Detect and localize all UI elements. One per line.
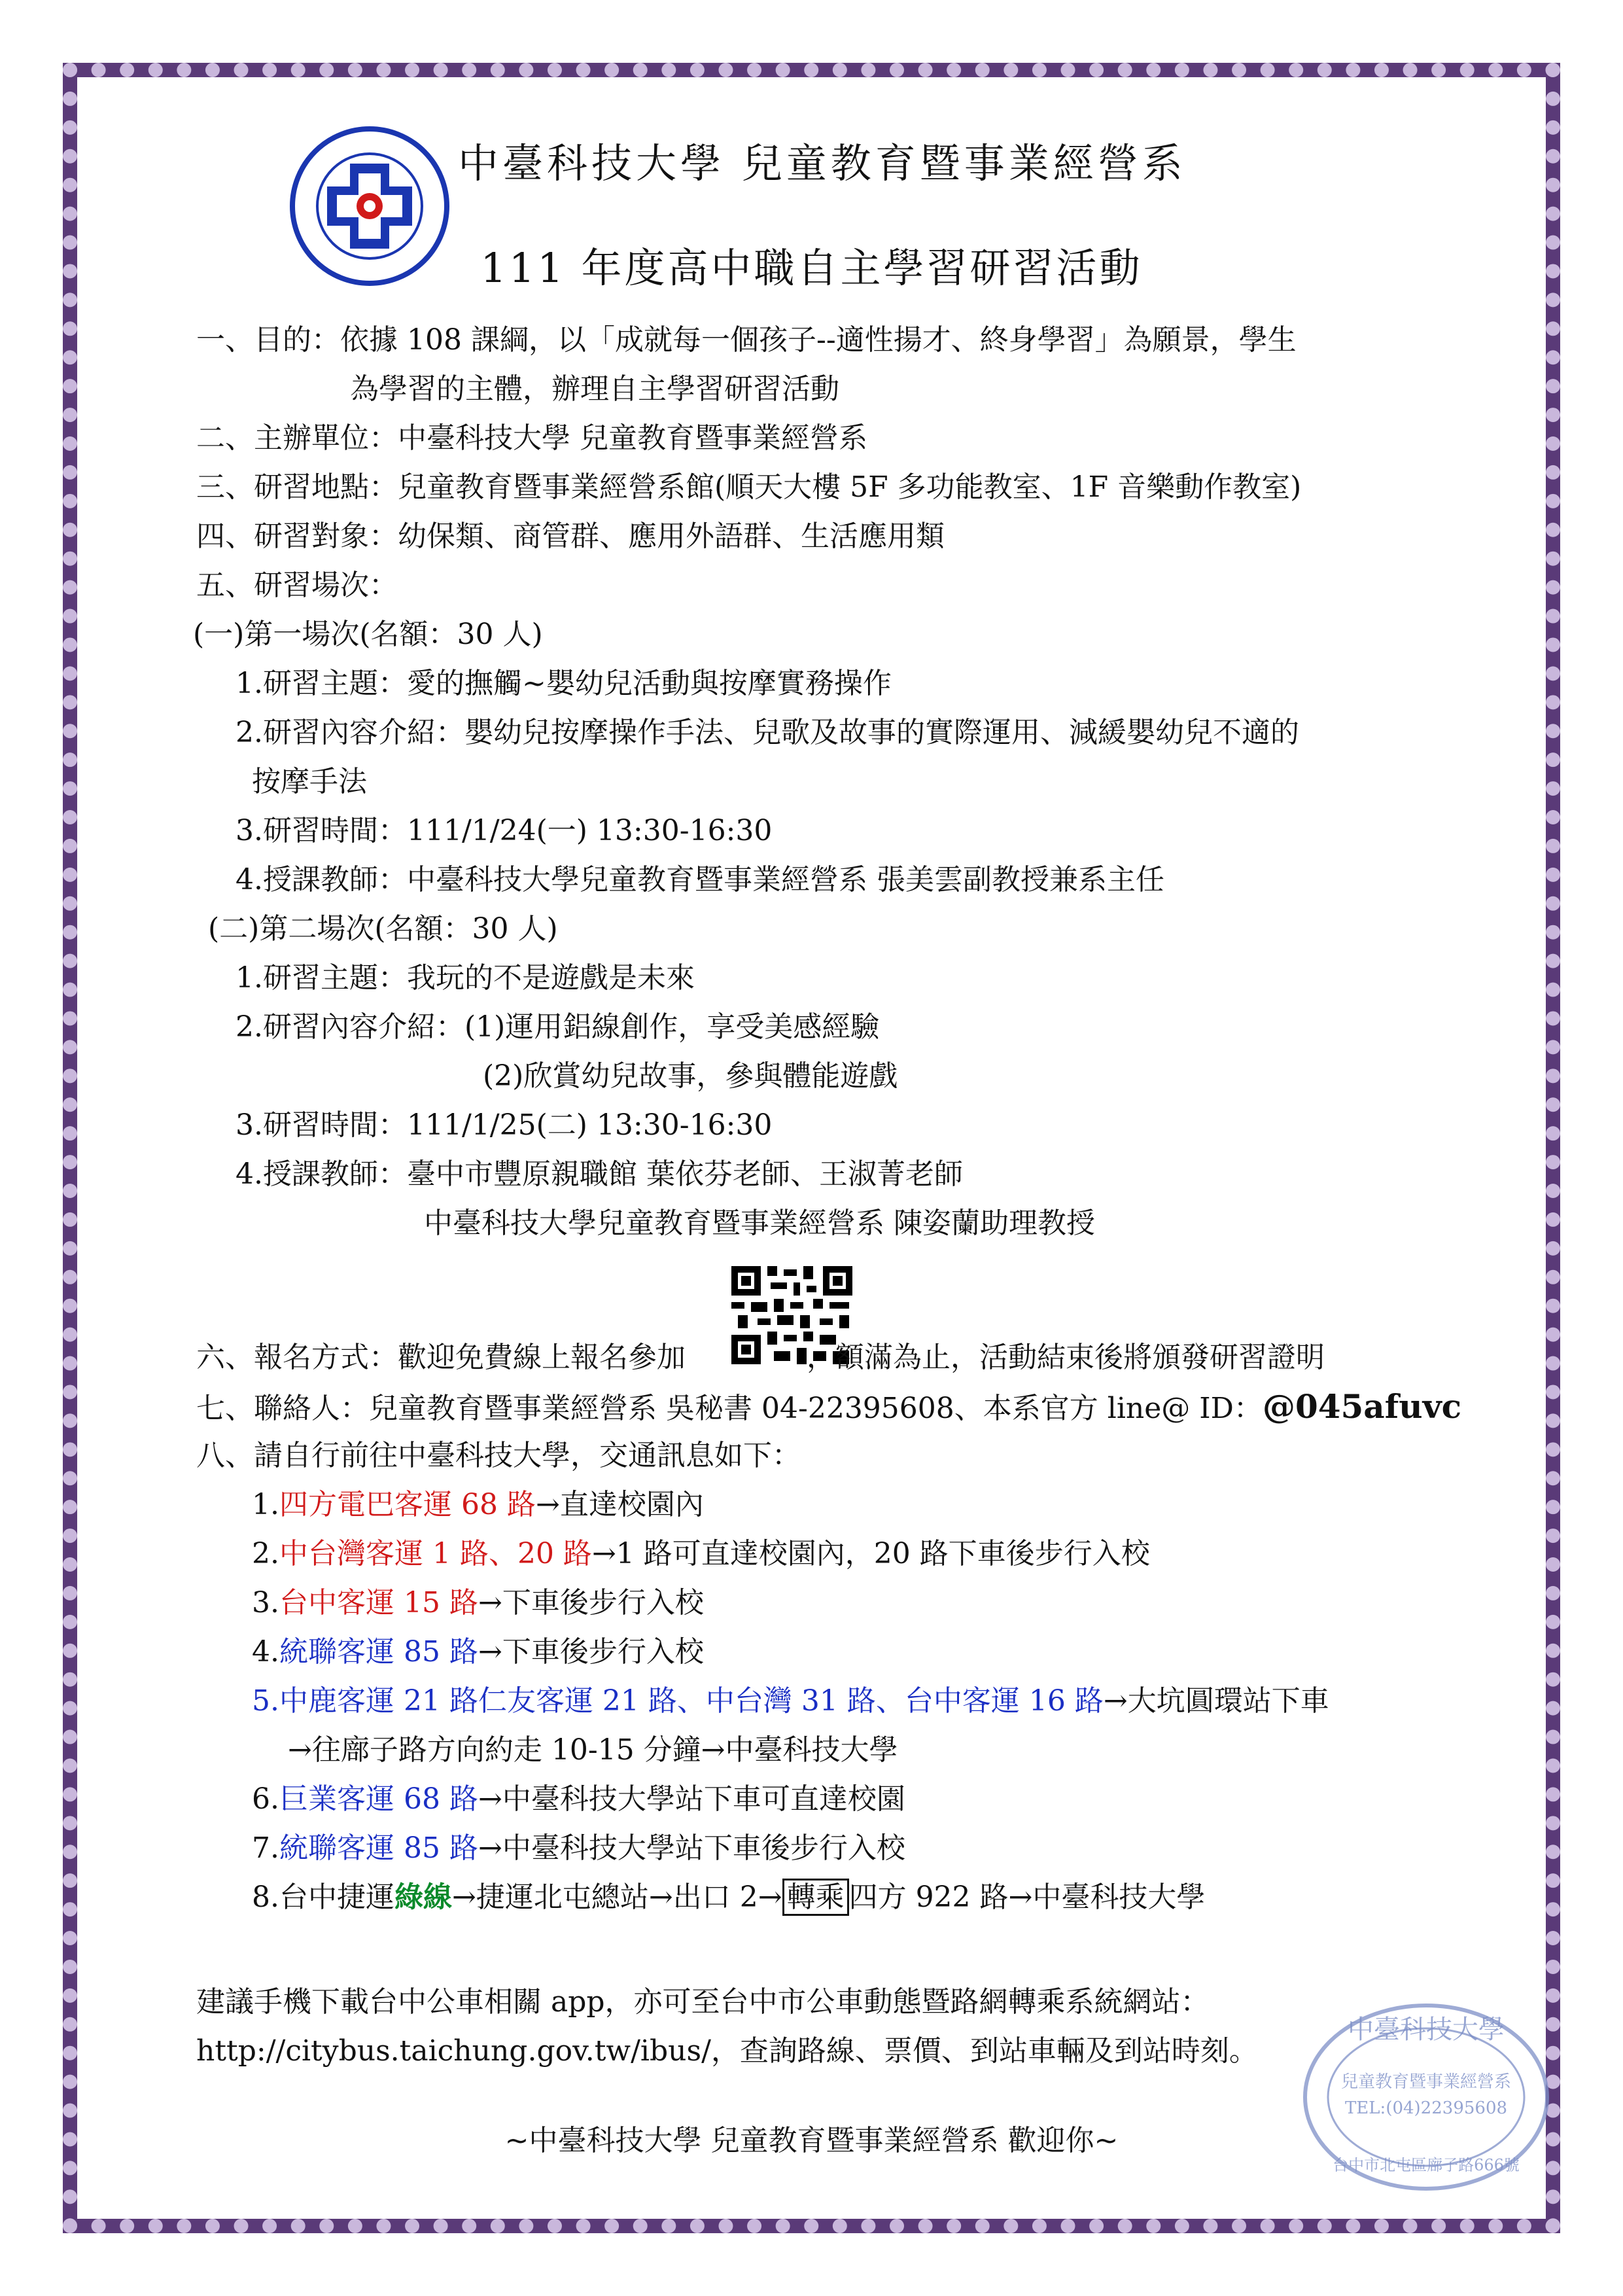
page-title: 111 年度高中職自主學習研習活動 xyxy=(480,244,1143,292)
route-7-detail: →中臺科技大學站下車後步行入校 xyxy=(478,1831,905,1865)
route-2-bus: 中台灣客運 1 路、20 路 xyxy=(279,1537,592,1570)
session2-topic: 1.研習主題：我玩的不是遊戲是未來 xyxy=(236,961,695,995)
organizer-line: 二、主辦單位：中臺科技大學 兒童教育暨事業經營系 xyxy=(196,421,867,455)
route-8-green-line: 綠線 xyxy=(394,1881,452,1914)
session1-teacher: 4.授課教師：中臺科技大學兒童教育暨事業經營系 張美雲副教授兼系主任 xyxy=(236,863,1164,896)
route-8-prefix: 8.台中捷運 xyxy=(252,1881,394,1914)
session2-heading: (二)第二場次(名額：30 人) xyxy=(208,912,558,945)
route-4-number: 4. xyxy=(252,1635,279,1669)
route-5-detail: →大坑圓環站下車 xyxy=(1103,1684,1329,1718)
route-1-detail: →直達校園內 xyxy=(535,1488,704,1521)
registration-line xyxy=(196,1338,1325,1377)
route-3-detail: →下車後步行入校 xyxy=(478,1586,704,1619)
sessions-heading: 五、研習場次： xyxy=(196,569,398,602)
registration-text-after: ，額滿為止，活動結束後將頒發研習證明 xyxy=(807,1341,1325,1374)
svg-text:中臺科技大學: 中臺科技大學 xyxy=(1348,2015,1505,2045)
session1-topic: 1.研習主題：愛的撫觸~嬰幼兒活動與按摩實務操作 xyxy=(236,667,892,700)
route-3-bus: 台中客運 15 路 xyxy=(279,1586,478,1619)
session1-heading: (一)第一場次(名額：30 人) xyxy=(193,618,543,651)
route-6-number: 6. xyxy=(252,1782,279,1816)
contact-line xyxy=(196,1387,1461,1428)
route-4-bus: 統聯客運 85 路 xyxy=(279,1635,478,1669)
route-4-detail: →下車後步行入校 xyxy=(478,1635,704,1669)
route-5-bus: 5.中鹿客運 21 路仁友客運 21 路、中台灣 31 路、台中客運 16 路 xyxy=(252,1684,1104,1718)
route-8-middle: →捷運北屯總站→出口 2→ xyxy=(451,1881,782,1914)
session2-teacher-2: 中臺科技大學兒童教育暨事業經營系 陳姿蘭助理教授 xyxy=(424,1207,1095,1240)
route-1-number: 1. xyxy=(252,1488,279,1521)
session2-teacher-1: 4.授課教師：臺中市豐原親職館 葉依芬老師、王淑菁老師 xyxy=(236,1157,963,1191)
svg-text:兒童教育暨事業經營系: 兒童教育暨事業經營系 xyxy=(1340,2072,1512,2092)
route-4 xyxy=(252,1633,704,1672)
suggestion-line-2[interactable]: http://citybus.taichung.gov.tw/ibus/，查詢路線、票價、到站車輛及到站時刻。 xyxy=(196,2034,1258,2068)
audience-line: 四、研習對象：幼保類、商管群、應用外語群、生活應用類 xyxy=(196,520,945,553)
route-7 xyxy=(252,1829,905,1868)
purpose-line-2: 為學習的主體，辦理自主學習研習活動 xyxy=(350,372,839,406)
transport-heading: 八、請自行前往中臺科技大學，交通訊息如下： xyxy=(196,1439,801,1472)
session1-time: 3.研習時間：111/1/24(一) 13:30-16:30 xyxy=(236,814,773,847)
route-6-bus: 巨業客運 68 路 xyxy=(279,1782,478,1816)
svg-text:TEL:(04)22395608: TEL:(04)22395608 xyxy=(1344,2098,1508,2118)
suggestion-line-1: 建議手機下載台中公車相關 app，亦可至台中市公車動態暨路網轉乘系統網站： xyxy=(196,1985,1210,2019)
route-1-bus: 四方電巴客運 68 路 xyxy=(279,1488,536,1521)
svg-text:台中市北屯區廍子路666號: 台中市北屯區廍子路666號 xyxy=(1333,2156,1520,2174)
session1-content-1: 2.研習內容介紹：嬰幼兒按摩操作手法、兒歌及故事的實際運用、減緩嬰幼兒不適的 xyxy=(236,716,1299,749)
route-7-number: 7. xyxy=(252,1831,279,1865)
route-8 xyxy=(252,1878,1205,1917)
route-5-line-2: →往廍子路方向約走 10-15 分鐘→中臺科技大學 xyxy=(288,1733,898,1767)
route-3 xyxy=(252,1583,704,1623)
footer-welcome: ~中臺科技大學 兒童教育暨事業經營系 歡迎你~ xyxy=(504,2124,1119,2157)
route-2-number: 2. xyxy=(252,1537,279,1570)
session2-content-1: 2.研習內容介紹：(1)運用鋁線創作，享受美感經驗 xyxy=(236,1010,880,1044)
official-seal-stamp-icon xyxy=(1299,1999,1554,2195)
route-6-detail: →中臺科技大學站下車可直達校園 xyxy=(478,1782,905,1816)
purpose-line-1: 一、目的：依據 108 課綱，以「成就每一個孩子--適性揚才、終身學習」為願景，學生 xyxy=(196,323,1297,357)
contact-text: 七、聯絡人：兒童教育暨事業經營系 吳秘書 04-22395608、本系官方 line@ ID： xyxy=(196,1392,1263,1425)
route-2-detail: →1 路可直達校園內，20 路下車後步行入校 xyxy=(591,1537,1150,1570)
session2-time: 3.研習時間：111/1/25(二) 13:30-16:30 xyxy=(236,1108,773,1142)
route-6 xyxy=(252,1780,905,1819)
route-8-transfer-box: 轉乘 xyxy=(782,1879,849,1916)
route-7-bus: 統聯客運 85 路 xyxy=(279,1831,478,1865)
line-id: @045afuvc xyxy=(1262,1387,1462,1426)
registration-text-before: 六、報名方式：歡迎免費線上報名參加 xyxy=(196,1341,686,1374)
session1-content-2: 按摩手法 xyxy=(252,765,367,798)
route-3-number: 3. xyxy=(252,1586,279,1619)
route-8-suffix: 四方 922 路→中臺科技大學 xyxy=(848,1881,1206,1914)
location-line: 三、研習地點：兒童教育暨事業經營系館(順天大樓 5F 多功能教室、1F 音樂動作教室) xyxy=(196,470,1302,504)
organization-title: 中臺科技大學 兒童教育暨事業經營系 xyxy=(458,139,1187,187)
route-5 xyxy=(252,1682,1329,1721)
route-1 xyxy=(252,1485,704,1525)
route-2 xyxy=(252,1534,1150,1574)
session2-content-2: (2)欣賞幼兒故事，參與體能遊戲 xyxy=(483,1059,898,1093)
